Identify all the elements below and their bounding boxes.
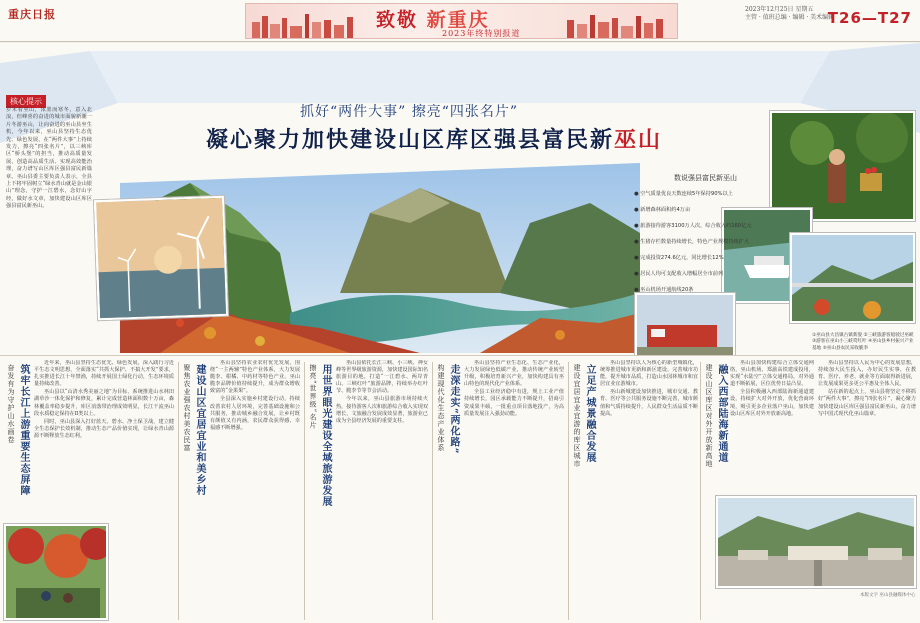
article-paragraph: 同时，巫山县深入打好蓝天、碧水、净土保卫战，建立健全生态保护长效机制，推动生态产品价值实现，让绿水青山源源不断释放生态红利。 — [34, 418, 174, 439]
date-line-1: 2023年12月25日 星期五 — [745, 6, 814, 13]
section-subtitle: 聚焦农业强农村美农民富 — [183, 364, 191, 452]
paper-logo: 重庆日报 — [8, 8, 56, 21]
article-paragraph: 站在新的起点上，巫山县将坚定不移抓好“两件大事”，擦亮“四张名片”，凝心聚力加快建设山区库区强县富民新巫山，奋力谱写中国式现代化巫山篇章。 — [818, 389, 916, 417]
article-paragraph: 巫山县加快构建综合立体交通网络，巫山机场、郑渝高铁建成投用，实现“水陆空”立体交通格局，对外通道不断拓展，区位优势日益凸显。 — [730, 360, 814, 388]
headline-red: 巫山 — [614, 127, 663, 153]
intro-text: 岁末看巫山，浓墨而寒冬，意入北浪，但峰喜的奋进的城市面貌新潮一片冬游巫山，让向奋进的巫山县坐生机，今年以来，巫山县坚持生态优先、绿色发展，在“两件大事”上持续发力，擦亮“四张名片”，以三峡库区“桥头堡”的担当，推动高质量发展、创造高品质生活、实现高效能治理，奋力谱写山区库区强县富民新篇章。巫山县委主要负责人表示，全县上下将牢固树立“绿水青山就是金山银山”理念，守护一江碧水，念好山字经，做好水文章，加快建设山区库区强县富民新巫山。 — [6, 107, 92, 210]
intro-tag: 核心提示 — [6, 95, 46, 108]
fact-item: ● 巫山机场开通航线20条 — [634, 287, 694, 293]
article-column — [730, 360, 814, 490]
bridge-illustration — [792, 235, 915, 323]
train-freight-photo — [635, 293, 735, 355]
article-column — [818, 360, 916, 490]
section-heading: 融入西部陆海新通道 — [716, 364, 727, 463]
date-line-2: 主管 · 值班总编 · 编辑 · 美术编辑 — [745, 14, 835, 21]
farmer-harvest-photo — [770, 111, 915, 221]
article-paragraph: 巫山县坚持以人民为中心的发展思想，持续加大民生投入，办好民生实事，在教育、医疗、养老、就业等方面取得新进展，让发展成果更多更公平惠及全体人民。 — [818, 360, 916, 388]
article-columns — [0, 355, 920, 623]
article-column — [210, 360, 300, 618]
feature-section — [0, 43, 920, 355]
article-paragraph: 巫山县坚持以人为核心的新型城镇化，统筹推进城市更新和新区建设，完善城市功能，提升城市品质，打造山水园林城市和宜居宜业宜游城市。 — [600, 360, 698, 388]
section-subtitle: 构建现代化生态产业体系 — [437, 364, 445, 452]
kicker: 抓好“两件大事” 擦亮“四张名片” — [300, 104, 519, 120]
train-illustration — [637, 295, 735, 355]
article-column — [336, 360, 428, 618]
wind-turbine-photo — [94, 196, 228, 320]
masthead — [0, 0, 920, 42]
fact-item: ● 生猪存栏数量持续增长，特色产业规模持续扩大 — [634, 239, 750, 245]
photo-caption: ①巫山县大昌镇古镇新貌 ②三峡旅游客船驶过巫峡 ③游客在巫山小三峡赏红叶 ④巫山县乡村振兴产业基地 ⑤巫山县农民采收脆李 — [812, 333, 914, 351]
fact-item: ● 完成投资274.6亿元，同比增长12% — [634, 255, 724, 261]
wind-turbine-illustration — [96, 198, 228, 321]
column-divider — [568, 362, 569, 620]
fact-item: ● 空气质量优良天数连续5年保持90%以上 — [634, 191, 733, 197]
section-subtitle: 奋发有为守护山水画卷 — [7, 364, 15, 444]
section-heading: 筑牢长江上游重要生态屏障 — [18, 364, 29, 496]
banner-title-a: 致敬 — [376, 9, 419, 31]
byline: 本版文字 巫山县融媒体中心 — [860, 593, 916, 598]
section-subtitle: 建设宜居宜业宜游的库区城市 — [573, 364, 581, 468]
fact-item: ● 旅游接待游客3100万人次，综合收入约160亿元 — [634, 223, 752, 229]
caption-title: 数说强县富民新巫山 — [674, 174, 737, 182]
page-numbers: T26—T27 — [827, 9, 912, 27]
red-leaves-tourists-photo — [4, 524, 108, 620]
bridge-landscape-photo — [790, 233, 915, 323]
harvest-illustration — [772, 113, 915, 221]
section-heading: 建设山区宜居宜业和美乡村 — [194, 364, 205, 496]
article-paragraph: 巫山县坚持农业农村优先发展，围绕“一主两辅”特色产业体系，大力发展脆李、柑橘、中药材等特色产业，巫山脆李品牌价值持续提升，成为群众增收致富的“金果果”。 — [210, 360, 300, 395]
high-speed-rail-station-photo — [716, 496, 916, 588]
article-paragraph: 巫山县坚持产业生态化、生态产业化，大力发展绿色低碳产业，推动传统产业转型升级，积极培育新兴产业，加快构建具有巫山特色的现代化产业体系。 — [464, 360, 564, 388]
column-divider — [304, 362, 305, 620]
station-illustration — [718, 498, 916, 588]
article-paragraph: 巫山新城建设加快推进，城市交通、教育、医疗等公共服务设施不断完善，城市颜值和气质持续提升，人民群众生活品质不断提高。 — [600, 389, 698, 417]
city-skyline-illustration — [250, 12, 360, 38]
special-report-banner — [245, 3, 678, 39]
column-divider — [432, 362, 433, 620]
fact-item: ● 居民人均可支配收入增幅居全市前列 — [634, 271, 724, 277]
article-paragraph: 全县深入实施乡村建设行动，持续改善农村人居环境，完善基础设施和公共服务，推动城乡融合发展，让乡村既有颜值又有内涵，农民群众获得感、幸福感不断增强。 — [210, 396, 300, 431]
city-skyline-illustration — [563, 12, 673, 38]
section-subtitle: 建设山区库区对外开放新高地 — [705, 364, 713, 468]
fact-item: ● 新增森林面积约4万亩 — [634, 207, 691, 213]
article-column — [464, 360, 564, 618]
article-paragraph: 全县工业经济稳中有进，规上工业产值持续增长，园区承载能力不断提升，招商引资成果丰硕，一批重点项目落地投产，为高质量发展注入强劲动能。 — [464, 389, 564, 417]
red-leaves-illustration — [6, 526, 108, 620]
article-paragraph: 今年以来，巫山县旅游市场持续火热，接待游客人次和旅游综合收入实现双增长，文旅融合发展成效显著，旅游业已成为全县经济发展的重要支柱。 — [336, 396, 428, 424]
headline-main: 凝心聚力加快建设山区库区强县富民新 — [206, 127, 615, 153]
article-column — [34, 360, 174, 520]
article-paragraph: 近年来，巫山县坚持生态优先、绿色发展，深入践行习近平生态文明思想，全面落实“共抓大保护、不搞大开发”要求，扎实推进长江十年禁渔，持续开展国土绿化行动，生态环境质量持续改善。 — [34, 360, 174, 388]
article-paragraph: 巫山县以“山清水秀美丽之地”为目标，系统推进山水林田湖草沙一体化保护和修复，累计完成营造林面积数十万亩，森林覆盖率稳步提升，库区消落带治理成效明显，长江干流巫山段水质稳定保持在Ⅱ类以上。 — [34, 389, 174, 417]
section-heading: 用世界眼光建设全域旅游发展 — [320, 364, 331, 507]
section-heading: 走深走实“两化路” — [448, 364, 459, 455]
column-divider — [178, 362, 179, 620]
banner-subtitle: 2023年终特别报道 — [442, 29, 521, 38]
section-heading: 立足产城景融合发展 — [584, 364, 595, 463]
article-column — [600, 360, 698, 618]
article-paragraph: 全县积极融入西部陆海新通道建设，持续扩大对外开放，优化营商环境，吸引更多企业落户巫山，加快建设山区库区对外开放新高地。 — [730, 389, 814, 417]
article-paragraph: 巫山县依托长江三峡、小三峡、神女峰等世界级旅游资源，加快建设国际知名旅游目的地，打造“一江碧水、两岸青山、三峡红叶”旅游品牌，持续举办红叶节、脆李节等节会活动。 — [336, 360, 428, 395]
banner-title-b: 新重庆 — [426, 9, 490, 31]
column-divider — [700, 362, 701, 620]
section-subtitle: 擦亮“世界级”名片 — [309, 364, 317, 430]
